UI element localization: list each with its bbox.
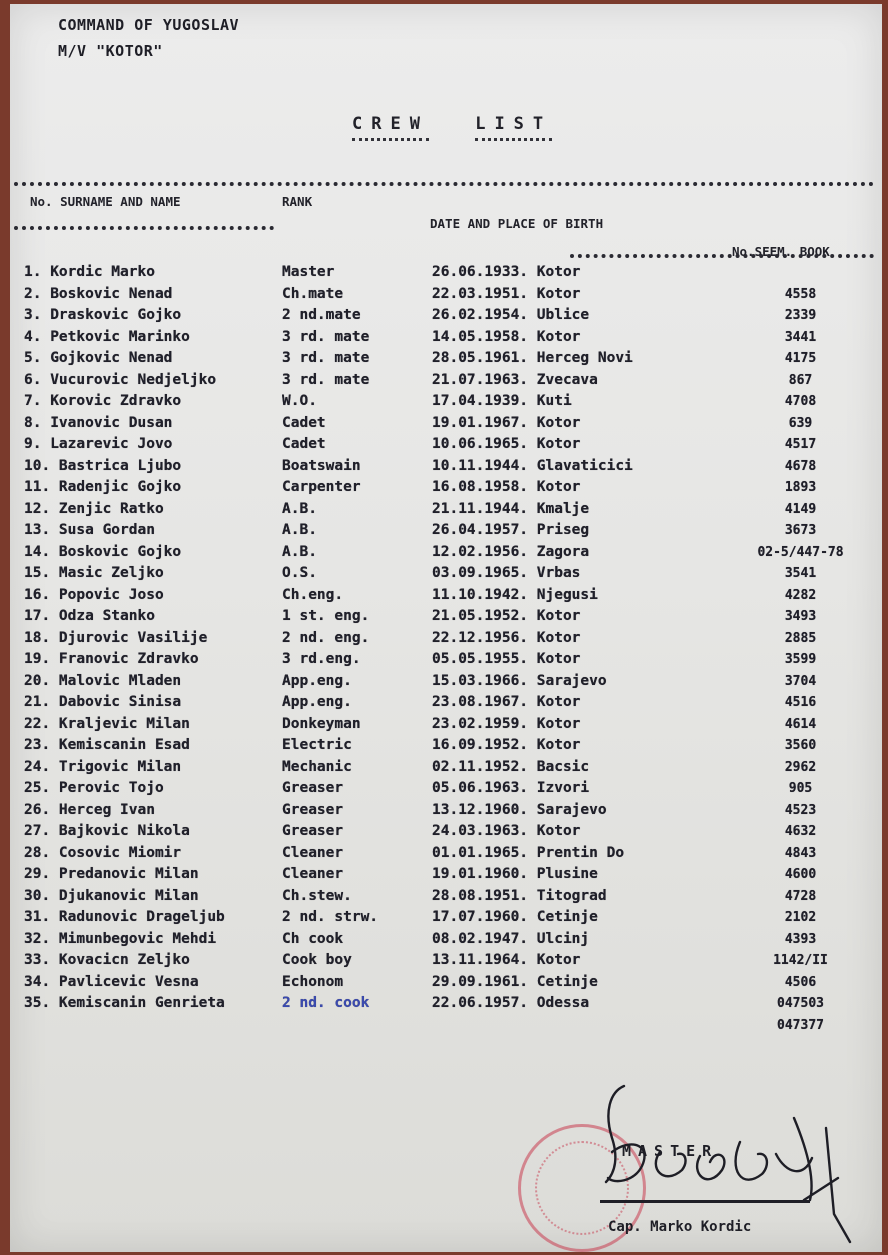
table-row	[24, 370, 869, 392]
crew-rank-cell: Greaser	[282, 823, 344, 839]
table-row	[24, 692, 869, 714]
crew-date-place-cell: 22.12.1956. Kotor	[432, 629, 581, 646]
crew-date-place-cell: 03.09.1965. Vrbas	[432, 565, 581, 581]
crew-name-cell: 23. Kemiscanin Esad	[24, 737, 190, 753]
top-divider	[14, 182, 874, 186]
crew-name-cell: 20. Malovic Mladen	[24, 672, 182, 689]
crew-name-cell: 27. Bajkovic Nikola	[24, 823, 190, 839]
crew-date-place-cell: 17.07.1960. Cetinje	[432, 909, 598, 925]
crew-date-place-cell: 19.01.1967. Kotor	[432, 414, 581, 431]
crew-rank-cell: Echonom	[282, 973, 344, 990]
crew-rank-cell: Greaser	[282, 801, 344, 818]
column-header-date-place: DATE AND PLACE OF BIRTH	[430, 216, 604, 231]
table-row	[24, 993, 869, 1015]
crew-date-place-cell: 21.07.1963. Zvecava	[432, 371, 598, 388]
crew-book-cell: 3704	[784, 673, 817, 689]
crew-rank-cell: W.O.	[282, 393, 317, 409]
table-row	[24, 585, 869, 607]
crew-rank-cell: 3 rd. mate	[282, 328, 370, 345]
crew-book-cell: 047377	[777, 1017, 824, 1033]
document-page	[10, 4, 882, 1252]
crew-book-cell: 4517	[784, 437, 817, 452]
crew-date-place-cell: 16.09.1952. Kotor	[432, 737, 581, 753]
crew-book-cell: 4600	[784, 867, 817, 882]
crew-book-cell: 3493	[784, 609, 817, 624]
crew-name-cell: 5. Gojkovic Nenad	[24, 350, 173, 366]
crew-date-place-cell: 26.04.1957. Priseg	[432, 522, 590, 538]
crew-book-cell: 4149	[784, 501, 817, 517]
master-title: MASTER	[622, 1142, 719, 1160]
crew-date-place-cell: 08.02.1947. Ulcinj	[432, 930, 590, 947]
crew-book-cell: 4175	[784, 351, 817, 366]
crew-date-place-cell: 24.03.1963. Kotor	[432, 823, 581, 839]
crew-rank-cell: Ch.stew.	[282, 887, 352, 904]
crew-date-place-cell: 11.10.1942. Njegusi	[432, 586, 598, 603]
crew-date-place-cell: 05.05.1955. Kotor	[432, 651, 581, 667]
crew-name-cell	[24, 1015, 282, 1037]
crew-rank-cell: Cleaner	[282, 844, 344, 861]
column-header-name: No. SURNAME AND NAME	[30, 194, 181, 209]
crew-name-cell: 8. Ivanovic Dusan	[24, 414, 173, 431]
crew-rank-cell: App.eng.	[282, 694, 352, 710]
crew-date-place-cell: 21.05.1952. Kotor	[432, 608, 581, 624]
title-word-list: LIST	[475, 114, 552, 141]
table-row	[24, 477, 869, 499]
crew-name-cell: 16. Popovic Joso	[24, 586, 164, 603]
crew-rank-cell: 1 st. eng.	[282, 608, 370, 624]
table-row	[24, 864, 869, 886]
table-row	[24, 950, 869, 972]
crew-name-cell: 28. Cosovic Miomir	[24, 844, 182, 861]
crew-rank-cell: Greaser	[282, 780, 344, 796]
crew-name-cell: 19. Franovic Zdravko	[24, 651, 199, 667]
command-line: COMMAND OF YUGOSLAV	[58, 16, 240, 34]
signature-line	[600, 1200, 810, 1203]
crew-date-place-cell: 12.02.1956. Zagora	[432, 543, 590, 560]
crew-date-place-cell: 10.11.1944. Glavaticici	[432, 457, 633, 474]
crew-date-place-cell: 16.08.1958. Kotor	[432, 479, 581, 495]
crew-name-cell: 3. Draskovic Gojko	[24, 307, 182, 323]
crew-date-place-cell: 23.08.1967. Kotor	[432, 694, 581, 710]
table-row	[24, 1015, 869, 1037]
crew-rank-cell: App.eng.	[282, 672, 352, 689]
crew-rank-cell: Master	[282, 264, 335, 280]
crew-book-cell: 2339	[784, 308, 817, 323]
crew-rank-cell: A.B.	[282, 543, 317, 560]
crew-name-cell: 32. Mimunbegovic Mehdi	[24, 930, 217, 947]
crew-date-place-cell: 13.11.1964. Kotor	[432, 952, 581, 968]
crew-name-cell: 4. Petkovic Marinko	[24, 328, 190, 345]
crew-rank-cell: Boatswain	[282, 457, 361, 474]
crew-name-cell: 11. Radenjic Gojko	[24, 479, 182, 495]
table-row	[24, 972, 869, 994]
crew-rank-cell: Cook boy	[282, 952, 352, 968]
table-row	[24, 520, 869, 542]
table-row	[24, 821, 869, 843]
crew-date-place-cell: 14.05.1958. Kotor	[432, 328, 581, 345]
crew-rank-cell: Electric	[282, 737, 352, 753]
crew-book-cell: 4678	[784, 458, 817, 474]
crew-date-place-cell: 21.11.1944. Kmalje	[432, 500, 590, 517]
crew-date-place-cell: 15.03.1966. Sarajevo	[432, 672, 607, 689]
crew-name-cell: 22. Kraljevic Milan	[24, 715, 190, 732]
crew-rank-cell: 2 nd. eng.	[282, 629, 370, 646]
table-row	[24, 606, 869, 628]
table-row	[24, 563, 869, 585]
crew-book-cell: 4632	[784, 824, 817, 839]
crew-rank-cell: 2 nd.mate	[282, 307, 361, 323]
crew-date-place-cell: 23.02.1959. Kotor	[432, 715, 581, 732]
table-row	[24, 391, 869, 413]
crew-rank-cell: A.B.	[282, 522, 317, 538]
crew-date-place-cell: 29.09.1961. Cetinje	[432, 973, 598, 990]
crew-name-cell: 1. Kordic Marko	[24, 264, 155, 280]
crew-name-cell: 13. Susa Gordan	[24, 522, 155, 538]
crew-date-place-cell: 28.08.1951. Titograd	[432, 887, 607, 904]
crew-book-cell	[732, 262, 869, 284]
crew-book-cell: 2962	[784, 759, 817, 775]
crew-book-cell: 867	[788, 372, 813, 388]
crew-book-cell: 047503	[777, 996, 824, 1011]
crew-book-cell: 4843	[784, 845, 817, 861]
table-row	[24, 456, 869, 478]
crew-book-cell: 4523	[784, 802, 817, 818]
crew-name-cell: 17. Odza Stanko	[24, 608, 155, 624]
crew-name-cell: 30. Djukanovic Milan	[24, 887, 199, 904]
crew-rank-cell: Ch cook	[282, 930, 344, 947]
crew-date-place-cell: 26.06.1933. Kotor	[432, 264, 581, 280]
crew-name-cell: 7. Korovic Zdravko	[24, 393, 182, 409]
table-row	[24, 327, 869, 349]
table-row	[24, 262, 869, 284]
table-row	[24, 434, 869, 456]
crew-name-cell: 14. Boskovic Gojko	[24, 543, 182, 560]
crew-name-cell: 29. Predanovic Milan	[24, 866, 199, 882]
crew-name-cell: 33. Kovacicn Zeljko	[24, 952, 190, 968]
crew-name-cell: 12. Zenjic Ratko	[24, 500, 164, 517]
crew-rank-cell: 3 rd.eng.	[282, 651, 361, 667]
crew-name-cell: 25. Perovic Tojo	[24, 780, 164, 796]
crew-book-cell: 639	[788, 415, 813, 431]
table-row	[24, 800, 869, 822]
crew-rank-cell: Cadet	[282, 436, 326, 452]
crew-rank-cell: O.S.	[282, 565, 317, 581]
table-row	[24, 843, 869, 865]
crew-rank-cell: Carpenter	[282, 479, 361, 495]
header-divider-right	[570, 254, 874, 258]
crew-book-cell: 4506	[784, 974, 817, 990]
table-row	[24, 907, 869, 929]
crew-date-place-cell: 22.03.1951. Kotor	[432, 285, 581, 302]
crew-rank-cell: Donkeyman	[282, 715, 361, 732]
crew-book-cell: 4393	[784, 931, 817, 947]
crew-book-cell: 4516	[784, 695, 817, 710]
crew-date-place-cell: 19.01.1960. Plusine	[432, 866, 598, 882]
crew-book-cell: 3441	[784, 329, 817, 345]
crew-book-cell: 2102	[784, 910, 817, 925]
crew-date-place-cell: 28.05.1961. Herceg Novi	[432, 350, 633, 366]
captain-name: Cap. Marko Kordic	[608, 1219, 752, 1235]
crew-rank-cell: A.B.	[282, 500, 317, 517]
ship-header	[58, 12, 239, 64]
crew-book-cell: 02-5/447-78	[757, 544, 844, 560]
table-row	[24, 757, 869, 779]
crew-date-place-cell: 17.04.1939. Kuti	[432, 393, 572, 409]
crew-rank-cell: 2 nd. strw.	[282, 909, 379, 925]
crew-date-place-cell: 26.02.1954. Ublice	[432, 307, 590, 323]
table-row	[24, 499, 869, 521]
table-row	[24, 671, 869, 693]
crew-name-cell: 35. Kemiscanin Genrieta	[24, 995, 225, 1011]
crew-book-cell: 3560	[784, 738, 817, 753]
crew-book-cell: 3673	[784, 523, 817, 538]
crew-rank-cell: 3 rd. mate	[282, 350, 370, 366]
table-row	[24, 542, 869, 564]
table-row	[24, 284, 869, 306]
crew-book-cell: 1893	[784, 480, 817, 495]
crew-name-cell: 26. Herceg Ivan	[24, 801, 155, 818]
crew-name-cell: 21. Dabovic Sinisa	[24, 694, 182, 710]
table-row	[24, 735, 869, 757]
crew-rank-cell: 2 nd. cook	[282, 995, 370, 1011]
table-row	[24, 886, 869, 908]
table-row	[24, 649, 869, 671]
crew-book-cell: 905	[788, 781, 813, 796]
crew-date-place-cell	[432, 1015, 732, 1037]
title-word-crew: CREW	[352, 114, 429, 141]
crew-table	[24, 262, 869, 1036]
crew-name-cell: 2. Boskovic Nenad	[24, 285, 173, 302]
table-row	[24, 305, 869, 327]
crew-name-cell: 18. Djurovic Vasilije	[24, 629, 208, 646]
table-row	[24, 413, 869, 435]
crew-book-cell: 4558	[784, 286, 817, 302]
document-title	[352, 114, 588, 141]
crew-name-cell: 31. Radunovic Drageljub	[24, 909, 225, 925]
crew-rank-cell: Ch.mate	[282, 285, 344, 302]
crew-book-cell: 1142/II	[773, 953, 828, 968]
header-divider-left	[14, 226, 274, 230]
crew-date-place-cell: 01.01.1965. Prentin Do	[432, 844, 625, 861]
crew-date-place-cell: 13.12.1960. Sarajevo	[432, 801, 607, 818]
crew-book-cell: 4728	[784, 888, 817, 904]
crew-date-place-cell: 05.06.1963. Izvori	[432, 780, 590, 796]
crew-book-cell: 3541	[784, 566, 817, 581]
crew-rank-cell	[282, 1015, 432, 1037]
table-row	[24, 929, 869, 951]
table-row	[24, 348, 869, 370]
column-header-rank: RANK	[282, 194, 313, 209]
table-row	[24, 714, 869, 736]
crew-book-cell: 2885	[784, 630, 817, 646]
crew-book-cell: 3599	[784, 652, 817, 667]
crew-book-cell: 4282	[784, 587, 817, 603]
crew-rank-cell: Mechanic	[282, 758, 352, 775]
crew-name-cell: 24. Trigovic Milan	[24, 758, 182, 775]
crew-date-place-cell: 02.11.1952. Bacsic	[432, 758, 590, 775]
crew-rank-cell: Ch.eng.	[282, 586, 344, 603]
table-row	[24, 778, 869, 800]
table-row	[24, 628, 869, 650]
column-header-book: No.SEEM. BOOK	[732, 244, 830, 259]
crew-date-place-cell: 22.06.1957. Odessa	[432, 995, 590, 1011]
crew-rank-cell: Cleaner	[282, 866, 344, 882]
crew-name-cell: 9. Lazarevic Jovo	[24, 436, 173, 452]
crew-name-cell: 15. Masic Zeljko	[24, 565, 164, 581]
vessel-name: M/V "KOTOR"	[58, 42, 163, 60]
crew-book-cell: 4708	[784, 394, 817, 409]
crew-name-cell: 10. Bastrica Ljubo	[24, 457, 182, 474]
crew-name-cell: 34. Pavlicevic Vesna	[24, 973, 199, 990]
crew-rank-cell: 3 rd. mate	[282, 371, 370, 388]
crew-book-cell: 4614	[784, 716, 817, 732]
crew-name-cell: 6. Vucurovic Nedjeljko	[24, 371, 217, 388]
crew-date-place-cell: 10.06.1965. Kotor	[432, 436, 581, 452]
crew-rank-cell: Cadet	[282, 414, 326, 431]
